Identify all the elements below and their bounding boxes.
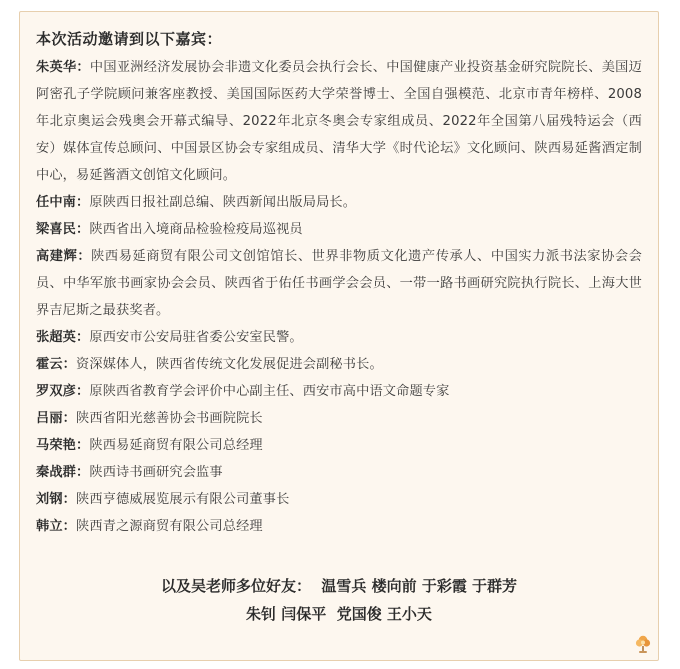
guest-desc: 陕西省阳光慈善协会书画院院长 xyxy=(76,411,263,426)
guest-name: 任中南： xyxy=(36,195,90,210)
guest-entry xyxy=(36,351,642,378)
friends-line-1: 以及吴老师多位好友： 温雪兵 楼向前 于彩霞 于群芳 xyxy=(160,577,518,595)
guest-name: 朱英华： xyxy=(36,60,90,75)
flower-decoration-icon xyxy=(634,634,652,654)
guest-desc: 原陕西省教育学会评价中心副主任、西安市高中语文命题专家 xyxy=(89,384,450,399)
guest-name: 韩立： xyxy=(36,519,77,534)
guest-entry xyxy=(36,216,642,243)
guest-desc: 陕西诗书画研究会监事 xyxy=(89,465,223,480)
guest-name: 高建辉： xyxy=(36,249,92,264)
guest-name: 马荣艳： xyxy=(36,438,90,453)
guest-name: 罗双彦： xyxy=(36,384,90,399)
guest-entry xyxy=(36,486,642,513)
guest-entry xyxy=(36,54,642,189)
guest-desc: 陕西亨德威展览展示有限公司董事长 xyxy=(76,492,290,507)
guest-desc: 陕西青之源商贸有限公司总经理 xyxy=(76,519,263,534)
guest-entry xyxy=(36,378,642,405)
guest-entry xyxy=(36,513,642,540)
guest-desc: 陕西省出入境商品检验检疫局巡视员 xyxy=(89,222,303,237)
guest-desc: 原西安市公安局驻省委公安室民警。 xyxy=(89,330,303,345)
guest-name: 吕丽： xyxy=(36,411,77,426)
guest-entry xyxy=(36,405,642,432)
guest-list-card xyxy=(19,11,659,661)
guest-name: 秦战群： xyxy=(36,465,90,480)
guest-desc: 陕西易延商贸有限公司文创馆馆长、世界非物质文化遗产传承人、中国实力派书法家协会会员、中华军旅书画家协会会员、陕西省于佑任书画学会会员、一带一路书画研究院执行院长、上海大世界吉尼斯之最获奖者。 xyxy=(36,249,642,318)
guest-list-heading: 本次活动邀请到以下嘉宾： xyxy=(36,30,223,48)
friends-line-2: 朱钊 闫保平 党国俊 王小天 xyxy=(246,605,432,623)
guest-desc: 陕西易延商贸有限公司总经理 xyxy=(89,438,263,453)
guest-entry xyxy=(36,324,642,351)
guest-entry xyxy=(36,459,642,486)
guest-name: 梁喜民： xyxy=(36,222,90,237)
guest-entry xyxy=(36,432,642,459)
guest-name: 张超英： xyxy=(36,330,90,345)
guest-desc: 原陕西日报社副总编、陕西新闻出版局局长。 xyxy=(89,195,357,210)
guest-entry xyxy=(36,243,642,324)
guest-name: 刘钢： xyxy=(36,492,77,507)
guest-desc: 资深媒体人，陕西省传统文化发展促进会副秘书长。 xyxy=(76,357,383,372)
guest-list xyxy=(36,54,642,540)
guest-desc: 中国亚洲经济发展协会非遗文化委员会执行会长、中国健康产业投资基金研究院院长、美国迈阿密孔子学院顾问兼客座教授、美国国际医药大学荣誉博士、全国自强模范、北京市青年榜样、2008年北京奥运会残奥会开幕式编导、2022年北京冬奥会专家组成员、2022年全国第八届残特运会（西安）媒体宣传总顾问、中国景区协会专家组成员、清华大学《时代论坛》文化顾问、陕西易延酱酒定制中心，易延酱酒文创馆文化顾问。 xyxy=(36,60,642,183)
guest-entry xyxy=(36,189,642,216)
guest-name: 霍云： xyxy=(36,357,77,372)
friends-block xyxy=(20,572,658,628)
